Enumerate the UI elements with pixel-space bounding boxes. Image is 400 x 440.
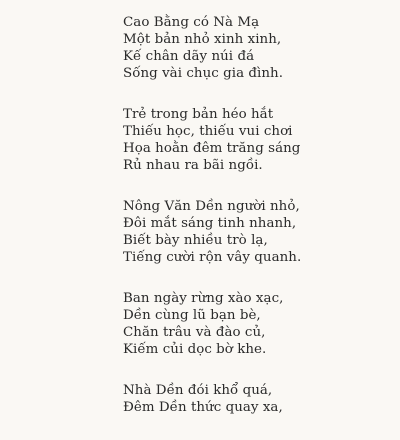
poem-line: Tiếng cười rộn vây quanh. [123, 250, 302, 265]
poem-line: Nông Văn Dền người nhỏ, [123, 199, 300, 214]
poem-line: Rủ nhau ra bãi ngồi. [123, 158, 263, 173]
stanza-2 [123, 106, 393, 174]
poem-line: Biết bày nhiều trò lạ, [123, 233, 268, 248]
poem-line: Một bản nhỏ xinh xinh, [123, 32, 282, 47]
poem-text [123, 14, 393, 440]
poem-line: Họa hoằn đêm trăng sáng [123, 141, 301, 156]
poem-line: Sống vài chục gia đình. [123, 66, 284, 81]
stanza-3 [123, 198, 393, 266]
poem-line: Chăn trâu và đào củ, [123, 325, 266, 340]
poem-line: Kiếm củi dọc bờ khe. [123, 342, 267, 357]
poem-line: Ban ngày rừng xào xạc, [123, 291, 284, 306]
poem-line: Nhà Dền đói khổ quá, [123, 383, 273, 398]
stanza-1 [123, 14, 393, 82]
stanza-5 [123, 382, 393, 416]
poem-line: Cao Bằng có Nà Mạ [123, 15, 260, 30]
poem-line: Dền cùng lũ bạn bè, [123, 308, 261, 323]
poem-line: Trẻ trong bản héo hắt [123, 107, 274, 122]
poem-line: Đêm Dền thức quay xa, [123, 400, 283, 415]
stanza-4 [123, 290, 393, 358]
poem-line: Kế chân dãy núi đá [123, 49, 255, 64]
poem-line: Thiếu học, thiếu vui chơi [123, 124, 293, 139]
poem-line: Đôi mắt sáng tinh nhanh, [123, 216, 297, 231]
